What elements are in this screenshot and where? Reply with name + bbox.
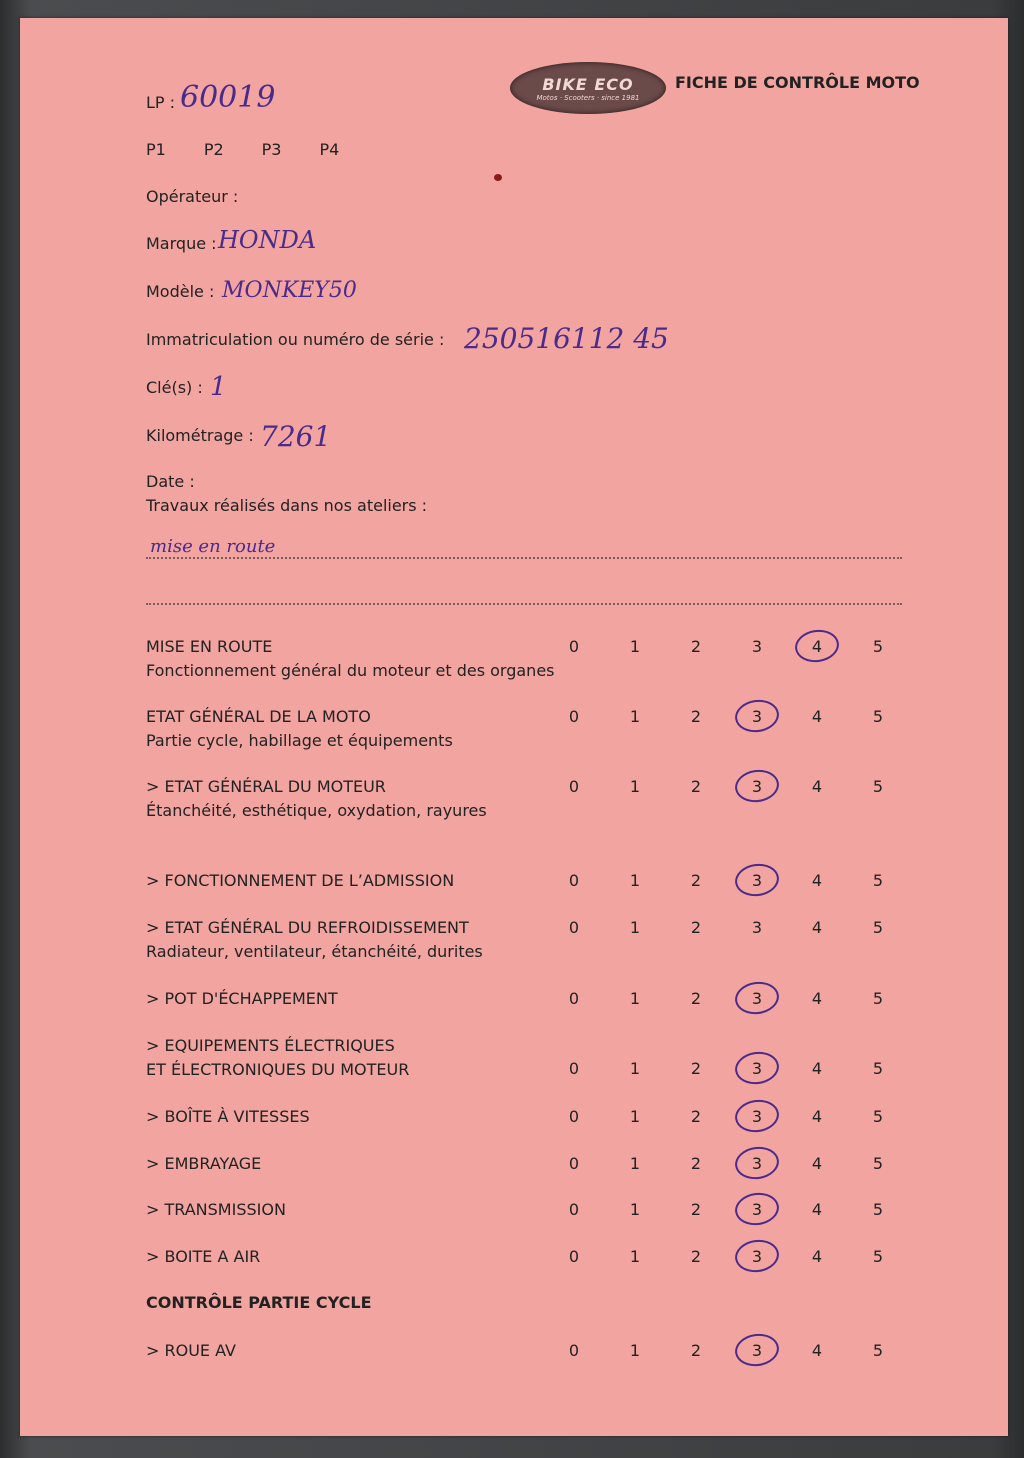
rating-row-score-3[interactable]: 3	[751, 1107, 763, 1126]
km-value[interactable]: 7261	[260, 420, 332, 453]
km-label: Kilométrage :	[146, 426, 254, 445]
rating-row-title: > FONCTIONNEMENT DE L’ADMISSION	[146, 871, 455, 890]
rating-row-score-1[interactable]: 1	[629, 1247, 641, 1266]
rating-row-score-0[interactable]: 0	[568, 1154, 580, 1173]
rating-row-score-1[interactable]: 1	[629, 871, 641, 890]
rating-row-score-0[interactable]: 0	[568, 637, 580, 656]
rating-row-score-5[interactable]: 5	[872, 1200, 884, 1219]
rating-row-score-3[interactable]: 3	[751, 989, 763, 1008]
rating-row-score-4[interactable]: 4	[811, 777, 823, 796]
rating-row-score-5[interactable]: 5	[872, 1059, 884, 1078]
rating-row-score-1[interactable]: 1	[629, 1059, 641, 1078]
rating-row-score-4[interactable]: 4	[811, 707, 823, 726]
rating-row-score-2[interactable]: 2	[690, 777, 702, 796]
marque-value[interactable]: HONDA	[218, 226, 317, 254]
rating-row-title: ETAT GÉNÉRAL DE LA MOTO	[146, 707, 371, 726]
rating-row-score-1[interactable]: 1	[629, 918, 641, 937]
rating-row-title: > POT D'ÉCHAPPEMENT	[146, 989, 338, 1008]
immat-label: Immatriculation ou numéro de série :	[146, 330, 445, 349]
rating-row-score-0[interactable]: 0	[568, 989, 580, 1008]
rating-row-score-3[interactable]: 3	[751, 1059, 763, 1078]
rating-row-score-0[interactable]: 0	[568, 918, 580, 937]
rating-row-score-5[interactable]: 5	[872, 637, 884, 656]
control-sheet	[20, 18, 1008, 1436]
modele-label: Modèle :	[146, 282, 215, 301]
rating-row-score-0[interactable]: 0	[568, 871, 580, 890]
rating-row-score-5[interactable]: 5	[872, 707, 884, 726]
lp-label: LP :	[146, 93, 176, 112]
rating-row-score-4[interactable]: 4	[811, 1107, 823, 1126]
rating-row-score-2[interactable]: 2	[690, 1154, 702, 1173]
rating-row-score-0[interactable]: 0	[568, 777, 580, 796]
rating-row-score-4[interactable]: 4	[811, 1059, 823, 1078]
rating-row-score-1[interactable]: 1	[629, 777, 641, 796]
rating-row-score-2[interactable]: 2	[690, 918, 702, 937]
cycle-row-score-3[interactable]: 3	[751, 1341, 763, 1360]
travaux-line-1	[146, 557, 902, 559]
rating-row-score-5[interactable]: 5	[872, 871, 884, 890]
rating-row-score-3[interactable]: 3	[751, 1247, 763, 1266]
rating-row-score-4[interactable]: 4	[811, 918, 823, 937]
rating-row-title: > BOITE A AIR	[146, 1247, 261, 1266]
cycle-row-score-1[interactable]: 1	[629, 1341, 641, 1360]
rating-row-score-1[interactable]: 1	[629, 637, 641, 656]
rating-row-score-5[interactable]: 5	[872, 777, 884, 796]
travaux-line-2	[146, 603, 902, 605]
rating-row-subtitle: Radiateur, ventilateur, étanchéité, durites	[146, 942, 483, 961]
rating-row-subtitle: Étanchéité, esthétique, oxydation, rayures	[146, 801, 487, 820]
rating-row-score-4[interactable]: 4	[811, 989, 823, 1008]
rating-row-score-3[interactable]: 3	[751, 871, 763, 890]
logo-text: BIKE ECO	[542, 74, 634, 94]
section-title: CONTRÔLE PARTIE CYCLE	[146, 1293, 372, 1312]
rating-row-subtitle: Fonctionnement général du moteur et des organes	[146, 661, 555, 680]
rating-row-score-1[interactable]: 1	[629, 707, 641, 726]
travaux-value[interactable]: mise en route	[150, 536, 276, 557]
rating-row-score-5[interactable]: 5	[872, 989, 884, 1008]
rating-row-score-5[interactable]: 5	[872, 1107, 884, 1126]
rating-row-score-0[interactable]: 0	[568, 707, 580, 726]
cycle-row-title: > ROUE AV	[146, 1341, 236, 1360]
rating-row-title: > ETAT GÉNÉRAL DU MOTEUR	[146, 777, 386, 796]
cycle-row-score-5[interactable]: 5	[872, 1341, 884, 1360]
rating-row-score-3[interactable]: 3	[751, 1154, 763, 1173]
rating-row-score-2[interactable]: 2	[690, 871, 702, 890]
cles-label: Clé(s) :	[146, 378, 203, 397]
p2-option[interactable]: P2	[203, 140, 224, 159]
rating-row-score-1[interactable]: 1	[629, 1107, 641, 1126]
bike-eco-logo	[510, 62, 666, 114]
p-selector	[146, 140, 377, 159]
rating-row-title: > TRANSMISSION	[146, 1200, 286, 1219]
operateur-label: Opérateur :	[146, 187, 239, 206]
rating-row-score-2[interactable]: 2	[690, 989, 702, 1008]
rating-row-score-2[interactable]: 2	[690, 1059, 702, 1078]
immat-value[interactable]: 250516112 45	[464, 322, 669, 355]
rating-row-score-1[interactable]: 1	[629, 989, 641, 1008]
rating-row-score-3[interactable]: 3	[751, 637, 763, 656]
p1-option[interactable]: P1	[146, 140, 166, 159]
rating-row-score-3[interactable]: 3	[751, 707, 763, 726]
marque-label: Marque :	[146, 234, 217, 253]
rating-row-score-4[interactable]: 4	[811, 1154, 823, 1173]
rating-row-title: > BOÎTE À VITESSES	[146, 1107, 310, 1126]
p4-option[interactable]: P4	[319, 140, 340, 159]
rating-row-score-0[interactable]: 0	[568, 1247, 580, 1266]
cycle-row-score-4[interactable]: 4	[811, 1341, 823, 1360]
rating-row-score-2[interactable]: 2	[690, 637, 702, 656]
rating-row-title: > EMBRAYAGE	[146, 1154, 262, 1173]
rating-row-score-2[interactable]: 2	[690, 1200, 702, 1219]
rating-row-score-5[interactable]: 5	[872, 1154, 884, 1173]
lp-value[interactable]: 60019	[180, 80, 276, 115]
rating-row-score-0[interactable]: 0	[568, 1059, 580, 1078]
rating-row-score-5[interactable]: 5	[872, 918, 884, 937]
rating-row-score-4[interactable]: 4	[811, 1200, 823, 1219]
rating-row-score-1[interactable]: 1	[629, 1200, 641, 1219]
logo-tagline: Motos · Scooters · since 1981	[536, 93, 640, 102]
ink-stain	[494, 174, 502, 181]
rating-row-subtitle: Partie cycle, habillage et équipements	[146, 731, 453, 750]
rating-row-score-0[interactable]: 0	[568, 1200, 580, 1219]
rating-row-score-2[interactable]: 2	[690, 707, 702, 726]
travaux-label: Travaux réalisés dans nos ateliers :	[146, 496, 428, 515]
rating-row-score-3[interactable]: 3	[751, 918, 763, 937]
modele-value[interactable]: MONKEY50	[222, 278, 357, 303]
rating-row-subtitle: ET ÉLECTRONIQUES DU MOTEUR	[146, 1060, 410, 1079]
cycle-row-score-2[interactable]: 2	[690, 1341, 702, 1360]
document-title: FICHE DE CONTRÔLE MOTO	[675, 73, 920, 92]
rating-row-score-0[interactable]: 0	[568, 1107, 580, 1126]
cycle-row-score-0[interactable]: 0	[568, 1341, 580, 1360]
rating-row-title: > EQUIPEMENTS ÉLECTRIQUES	[146, 1036, 395, 1055]
rating-row-score-4[interactable]: 4	[811, 637, 823, 656]
rating-row-title: MISE EN ROUTE	[146, 637, 273, 656]
rating-row-score-2[interactable]: 2	[690, 1247, 702, 1266]
rating-row-score-3[interactable]: 3	[751, 1200, 763, 1219]
rating-row-score-5[interactable]: 5	[872, 1247, 884, 1266]
cles-value[interactable]: 1	[210, 372, 227, 402]
date-label: Date :	[146, 472, 195, 491]
rating-row-score-4[interactable]: 4	[811, 871, 823, 890]
rating-row-score-2[interactable]: 2	[690, 1107, 702, 1126]
rating-row-score-3[interactable]: 3	[751, 777, 763, 796]
rating-row-score-1[interactable]: 1	[629, 1154, 641, 1173]
p3-option[interactable]: P3	[261, 140, 282, 159]
rating-row-title: > ETAT GÉNÉRAL DU REFROIDISSEMENT	[146, 918, 469, 937]
rating-row-score-4[interactable]: 4	[811, 1247, 823, 1266]
